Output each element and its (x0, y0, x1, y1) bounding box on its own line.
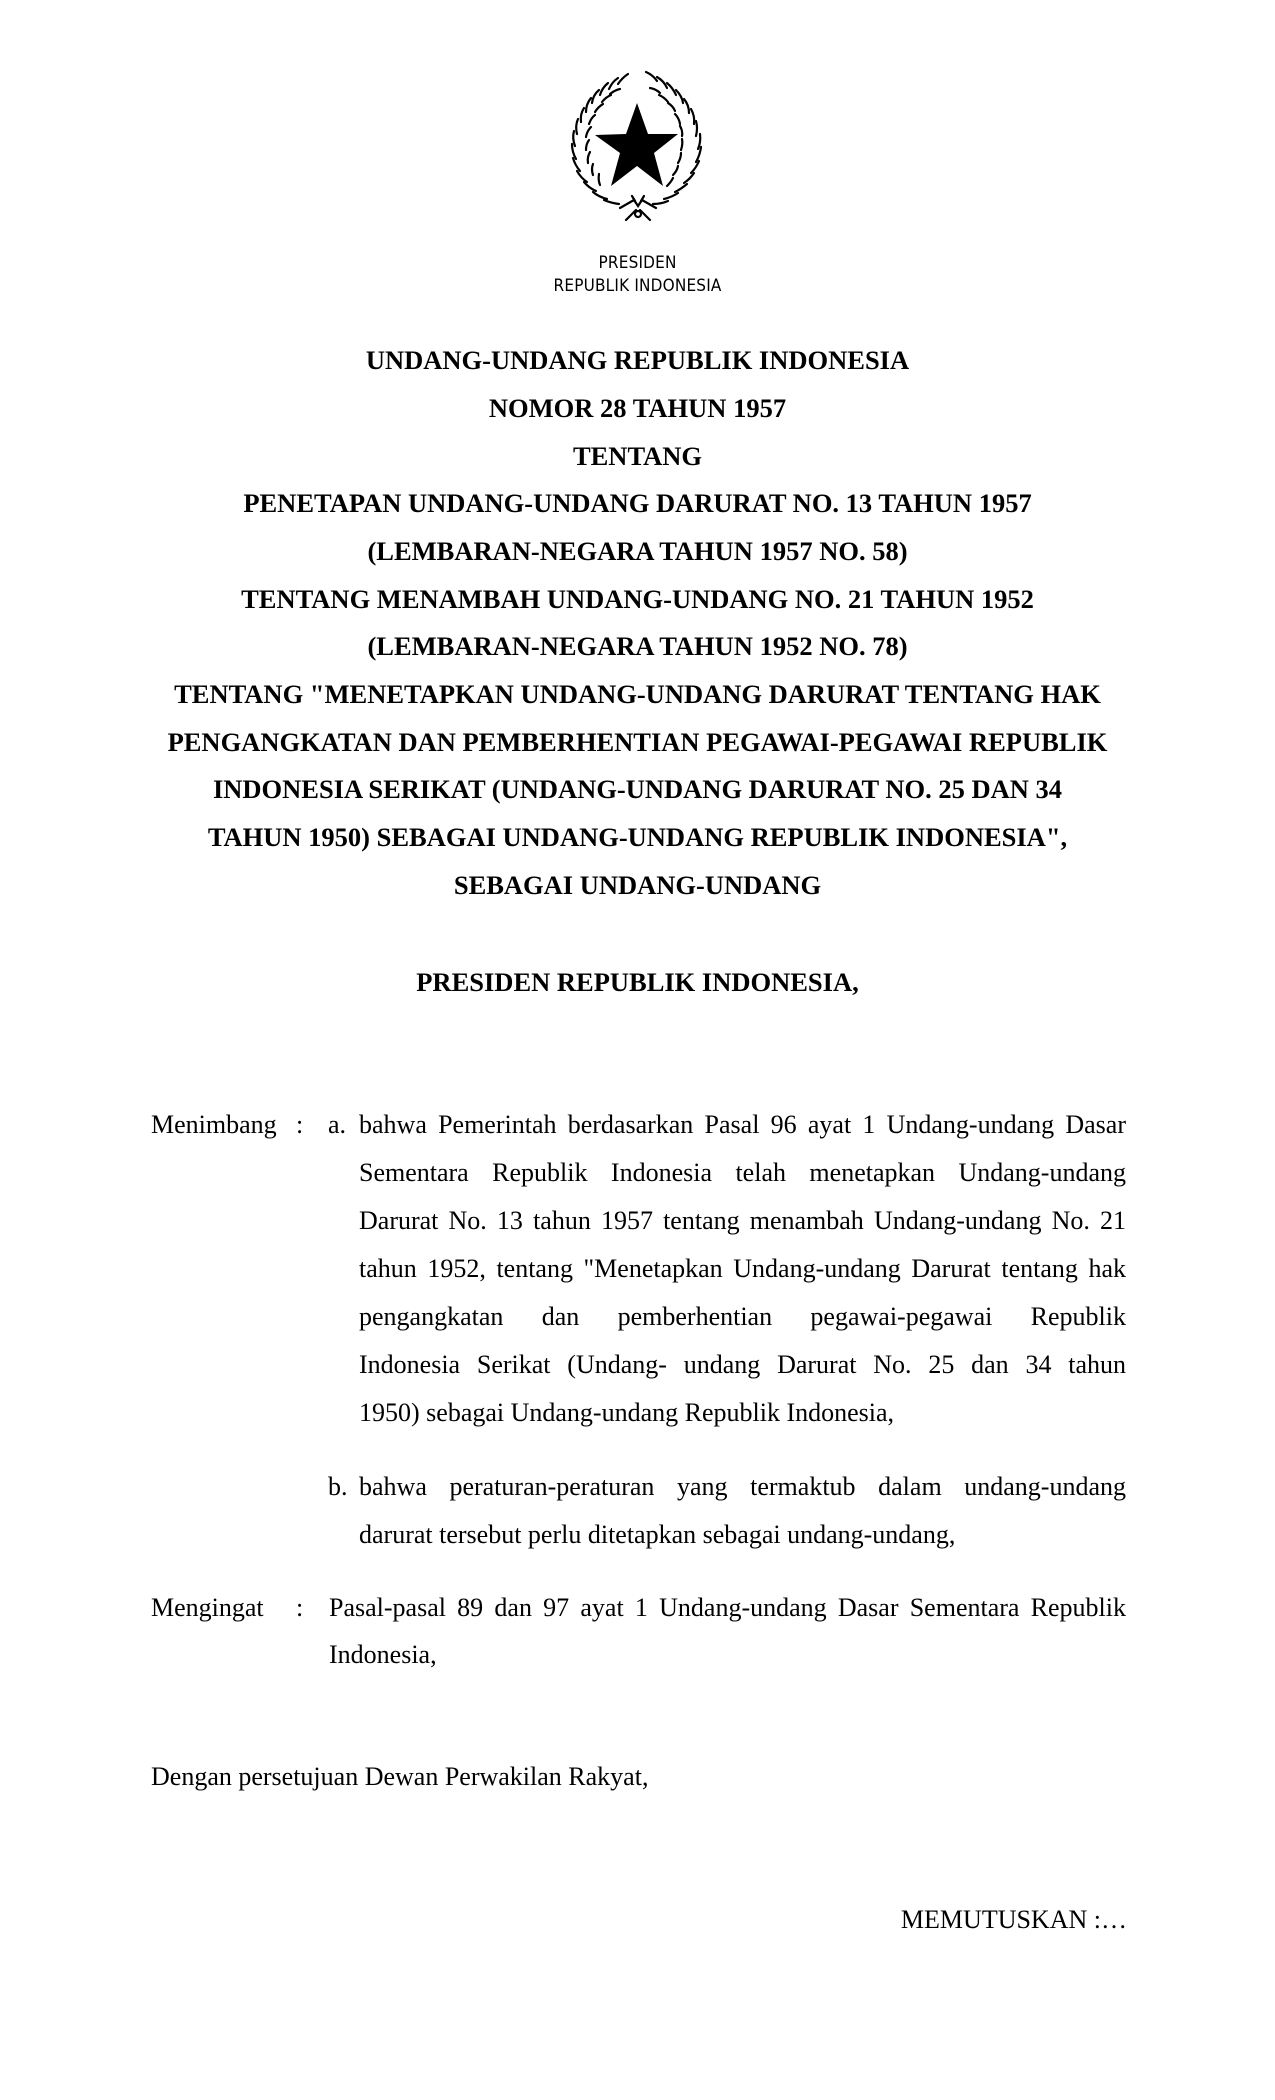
title-line: (LEMBARAN-NEGARA TAHUN 1957 NO. 58) (367, 536, 908, 566)
letterhead-president: PRESIDEN (598, 253, 677, 273)
approval-statement: Dengan persetujuan Dewan Perwakilan Rakyat, (151, 1762, 649, 1791)
menimbang-a-line: tahun 1952, tentang "Menetapkan Undang-undang Darurat tentang hak (359, 1254, 1126, 1283)
menimbang-a-line: Darurat No. 13 tahun 1957 tentang menambah Undang-undang No. 21 (359, 1206, 1126, 1235)
presidential-emblem-icon (558, 68, 718, 230)
item-marker-a: a. (328, 1110, 347, 1139)
menimbang-label: Menimbang (151, 1110, 277, 1139)
enacting-authority: PRESIDEN REPUBLIK INDONESIA, (416, 967, 859, 997)
title-line: PENETAPAN UNDANG-UNDANG DARURAT NO. 13 TAHUN 1957 (243, 488, 1032, 518)
item-marker-b: b. (328, 1472, 348, 1501)
title-line: PENGANGKATAN DAN PEMBERHENTIAN PEGAWAI-PEGAWAI REPUBLIK (167, 727, 1108, 757)
menimbang-colon: : (296, 1110, 304, 1139)
menimbang-a-line: bahwa Pemerintah berdasarkan Pasal 96 ayat 1 Undang-undang Dasar (359, 1110, 1126, 1139)
title-line: SEBAGAI UNDANG-UNDANG (453, 870, 822, 900)
title-line: TAHUN 1950) SEBAGAI UNDANG-UNDANG REPUBLIK INDONESIA", (207, 822, 1068, 852)
mengingat-line: Indonesia, (329, 1640, 437, 1669)
menimbang-b-line: bahwa peraturan-peraturan yang termaktub dalam undang-undang (359, 1472, 1126, 1501)
title-line: UNDANG-UNDANG REPUBLIK INDONESIA (365, 345, 910, 375)
letterhead-republic: REPUBLIK INDONESIA (553, 276, 722, 296)
mengingat-label: Mengingat (151, 1593, 264, 1622)
mengingat-colon: : (296, 1593, 304, 1622)
menimbang-b-line: darurat tersebut perlu ditetapkan sebagai undang-undang, (359, 1520, 956, 1549)
menimbang-a-line: Sementara Republik Indonesia telah menetapkan Undang-undang (359, 1158, 1126, 1187)
title-line: TENTANG "MENETAPKAN UNDANG-UNDANG DARURAT TENTANG HAK (174, 679, 1101, 709)
title-line: (LEMBARAN-NEGARA TAHUN 1952 NO. 78) (367, 631, 908, 661)
continuation-marker: MEMUTUSKAN :… (900, 1905, 1127, 1934)
title-line: INDONESIA SERIKAT (UNDANG-UNDANG DARURAT NO. 25 DAN 34 (212, 774, 1063, 804)
title-line: TENTANG MENAMBAH UNDANG-UNDANG NO. 21 TAHUN 1952 (241, 584, 1034, 614)
menimbang-a-line: 1950) sebagai Undang-undang Republik Indonesia, (359, 1398, 895, 1427)
title-line: TENTANG (572, 441, 703, 471)
menimbang-a-line: Indonesia Serikat (Undang- undang Darurat No. 25 dan 34 tahun (359, 1350, 1126, 1379)
menimbang-a-line: pengangkatan dan pemberhentian pegawai-pegawai Republik (359, 1302, 1126, 1331)
mengingat-line: Pasal-pasal 89 dan 97 ayat 1 Undang-undang Dasar Sementara Republik (329, 1593, 1126, 1622)
title-line: NOMOR 28 TAHUN 1957 (488, 393, 787, 423)
